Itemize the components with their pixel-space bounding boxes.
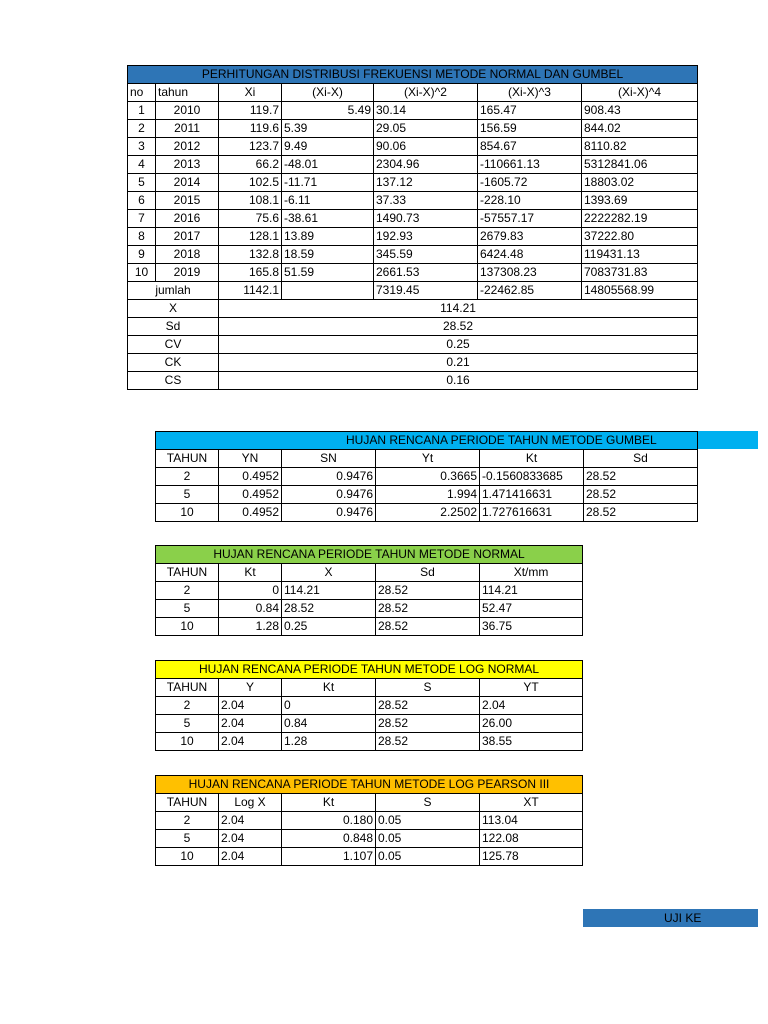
table-row bbox=[156, 486, 698, 504]
cell: 0.9476 bbox=[282, 486, 376, 504]
col-header: Xt/mm bbox=[480, 564, 583, 582]
cell: 2.04 bbox=[219, 812, 282, 830]
cell: 1.28 bbox=[282, 733, 376, 751]
col-header: TAHUN bbox=[156, 794, 219, 812]
cell: 28.52 bbox=[584, 504, 698, 522]
cell: 2.04 bbox=[219, 848, 282, 866]
col-header: XT bbox=[480, 794, 583, 812]
table-row bbox=[128, 264, 698, 282]
cell: 6 bbox=[128, 192, 156, 210]
table-row bbox=[156, 715, 583, 733]
cell: 52.47 bbox=[480, 600, 583, 618]
cell: 28.52 bbox=[376, 600, 480, 618]
table-row bbox=[156, 848, 583, 866]
cell: 2012 bbox=[156, 138, 219, 156]
cell: 2222282.19 bbox=[582, 210, 698, 228]
cell: 128.1 bbox=[219, 228, 282, 246]
col-header: S bbox=[376, 794, 480, 812]
cell: -11.71 bbox=[282, 174, 374, 192]
cell: 8 bbox=[128, 228, 156, 246]
cell: -0.1560833685 bbox=[480, 468, 584, 486]
cell: 2010 bbox=[156, 102, 219, 120]
stat-label: CS bbox=[128, 372, 219, 390]
cell: 2.04 bbox=[219, 733, 282, 751]
cell: 9.49 bbox=[282, 138, 374, 156]
cell: 123.7 bbox=[219, 138, 282, 156]
table-row bbox=[156, 600, 583, 618]
cell: 37.33 bbox=[374, 192, 478, 210]
stat-label: CV bbox=[128, 336, 219, 354]
stat-value: 0.25 bbox=[219, 336, 698, 354]
cell: 1.28 bbox=[219, 618, 282, 636]
stat-value: 0.21 bbox=[219, 354, 698, 372]
stat-row bbox=[128, 300, 698, 318]
cell: 156.59 bbox=[478, 120, 582, 138]
cell: 51.59 bbox=[282, 264, 374, 282]
cell: 3 bbox=[128, 138, 156, 156]
gumbel-title: HUJAN RENCANA PERIODE TAHUN METODE GUMBEL bbox=[156, 432, 698, 450]
cell: 26.00 bbox=[480, 715, 583, 733]
header-row bbox=[156, 794, 583, 812]
cell: 1.727616631 bbox=[480, 504, 584, 522]
cell: 908.43 bbox=[582, 102, 698, 120]
cell: 0.4952 bbox=[219, 504, 282, 522]
col-header: Kt bbox=[480, 450, 584, 468]
col-header: (Xi-X)^3 bbox=[478, 84, 582, 102]
cell: 2015 bbox=[156, 192, 219, 210]
col-header: Xi bbox=[219, 84, 282, 102]
stat-row bbox=[128, 318, 698, 336]
table-row bbox=[156, 582, 583, 600]
cell: 5 bbox=[156, 715, 219, 733]
cell: -57557.17 bbox=[478, 210, 582, 228]
table-row bbox=[128, 192, 698, 210]
cell: 0.3665 bbox=[376, 468, 480, 486]
cell: 165.8 bbox=[219, 264, 282, 282]
cell: 37222.80 bbox=[582, 228, 698, 246]
cell: 90.06 bbox=[374, 138, 478, 156]
cell: 5.49 bbox=[282, 102, 374, 120]
cell: 132.8 bbox=[219, 246, 282, 264]
col-header: (Xi-X) bbox=[282, 84, 374, 102]
cell: 2016 bbox=[156, 210, 219, 228]
table-row bbox=[156, 733, 583, 751]
cell: 28.52 bbox=[584, 486, 698, 504]
col-header: tahun bbox=[156, 84, 219, 102]
cell: 13.89 bbox=[282, 228, 374, 246]
table-row bbox=[128, 120, 698, 138]
cell: 28.52 bbox=[376, 582, 480, 600]
cell: 0.05 bbox=[376, 848, 480, 866]
cell: 125.78 bbox=[480, 848, 583, 866]
cell: 119431.13 bbox=[582, 246, 698, 264]
cell: 5312841.06 bbox=[582, 156, 698, 174]
cell: 0.180 bbox=[282, 812, 376, 830]
cell: 28.52 bbox=[584, 468, 698, 486]
cell: 75.6 bbox=[219, 210, 282, 228]
table-row bbox=[128, 156, 698, 174]
cell: 2661.53 bbox=[374, 264, 478, 282]
uji-label: UJI KE bbox=[664, 911, 702, 925]
cell: 2304.96 bbox=[374, 156, 478, 174]
cell: 0 bbox=[219, 582, 282, 600]
cell: 28.52 bbox=[376, 697, 480, 715]
cell: 7083731.83 bbox=[582, 264, 698, 282]
cell: -6.11 bbox=[282, 192, 374, 210]
stat-row bbox=[128, 372, 698, 390]
cell: 18803.02 bbox=[582, 174, 698, 192]
table-row bbox=[128, 102, 698, 120]
cell: 29.05 bbox=[374, 120, 478, 138]
sum-label: jumlah bbox=[128, 282, 219, 300]
lognormal-table bbox=[155, 660, 583, 751]
cell: 1.471416631 bbox=[480, 486, 584, 504]
col-header: TAHUN bbox=[156, 564, 219, 582]
cell: 0.9476 bbox=[282, 504, 376, 522]
cell: 165.47 bbox=[478, 102, 582, 120]
cell: 0.05 bbox=[376, 830, 480, 848]
table-row bbox=[156, 468, 698, 486]
cell: 28.52 bbox=[376, 618, 480, 636]
col-header: YN bbox=[219, 450, 282, 468]
table-row bbox=[128, 228, 698, 246]
cell: 2019 bbox=[156, 264, 219, 282]
cell: 28.52 bbox=[376, 715, 480, 733]
table-row bbox=[128, 174, 698, 192]
table-row bbox=[156, 504, 698, 522]
distribution-title: PERHITUNGAN DISTRIBUSI FREKUENSI METODE NORMAL DAN GUMBEL bbox=[128, 66, 698, 84]
cell: 10 bbox=[128, 264, 156, 282]
cell: -110661.13 bbox=[478, 156, 582, 174]
col-header: no bbox=[128, 84, 156, 102]
cell: 2013 bbox=[156, 156, 219, 174]
cell: 2 bbox=[156, 812, 219, 830]
gumbel-header-extension bbox=[697, 431, 758, 449]
col-header: Sd bbox=[584, 450, 698, 468]
cell: 119.7 bbox=[219, 102, 282, 120]
cell: 1490.73 bbox=[374, 210, 478, 228]
stat-label: CK bbox=[128, 354, 219, 372]
cell: 0 bbox=[282, 697, 376, 715]
table-row bbox=[156, 812, 583, 830]
cell: 2.04 bbox=[219, 697, 282, 715]
cell: 0.05 bbox=[376, 812, 480, 830]
col-header: X bbox=[282, 564, 376, 582]
cell: 113.04 bbox=[480, 812, 583, 830]
distribution-table bbox=[127, 65, 698, 390]
col-header: TAHUN bbox=[156, 450, 219, 468]
sum-row bbox=[128, 282, 698, 300]
cell: 137308.23 bbox=[478, 264, 582, 282]
cell: 5 bbox=[128, 174, 156, 192]
cell: 0.4952 bbox=[219, 468, 282, 486]
col-header: Y bbox=[219, 679, 282, 697]
col-header: S bbox=[376, 679, 480, 697]
col-header: Kt bbox=[282, 679, 376, 697]
col-header: Kt bbox=[219, 564, 282, 582]
col-header: Log X bbox=[219, 794, 282, 812]
col-header: Sd bbox=[376, 564, 480, 582]
cell: -48.01 bbox=[282, 156, 374, 174]
cell: 2.2502 bbox=[376, 504, 480, 522]
cell: 0.848 bbox=[282, 830, 376, 848]
cell: 119.6 bbox=[219, 120, 282, 138]
cell: 9 bbox=[128, 246, 156, 264]
cell: -1605.72 bbox=[478, 174, 582, 192]
sum-sq: 7319.45 bbox=[374, 282, 478, 300]
cell: 10 bbox=[156, 733, 219, 751]
cell: 30.14 bbox=[374, 102, 478, 120]
cell: 108.1 bbox=[219, 192, 282, 210]
col-header: (Xi-X)^4 bbox=[582, 84, 698, 102]
stat-label: X bbox=[128, 300, 219, 318]
cell: 1.994 bbox=[376, 486, 480, 504]
cell: 2 bbox=[156, 582, 219, 600]
cell: 2 bbox=[128, 120, 156, 138]
cell: 102.5 bbox=[219, 174, 282, 192]
cell: 114.21 bbox=[282, 582, 376, 600]
cell: 10 bbox=[156, 504, 219, 522]
cell: 5 bbox=[156, 486, 219, 504]
gumbel-table bbox=[155, 431, 698, 522]
sum-xi: 1142.1 bbox=[219, 282, 282, 300]
cell: 1.107 bbox=[282, 848, 376, 866]
cell: 2018 bbox=[156, 246, 219, 264]
cell: 28.52 bbox=[376, 733, 480, 751]
cell: 0.9476 bbox=[282, 468, 376, 486]
logpearson-table bbox=[155, 775, 583, 866]
stat-value: 0.16 bbox=[219, 372, 698, 390]
cell: 6424.48 bbox=[478, 246, 582, 264]
col-header: Yt bbox=[376, 450, 480, 468]
cell: 844.02 bbox=[582, 120, 698, 138]
cell: 122.08 bbox=[480, 830, 583, 848]
cell: 854.67 bbox=[478, 138, 582, 156]
cell: 2 bbox=[156, 468, 219, 486]
cell: 8110.82 bbox=[582, 138, 698, 156]
cell: 2 bbox=[156, 697, 219, 715]
cell: 66.2 bbox=[219, 156, 282, 174]
table-row bbox=[128, 246, 698, 264]
col-header: SN bbox=[282, 450, 376, 468]
cell: 2011 bbox=[156, 120, 219, 138]
cell: 28.52 bbox=[282, 600, 376, 618]
header-row bbox=[128, 84, 698, 102]
cell: 1393.69 bbox=[582, 192, 698, 210]
table-row bbox=[156, 697, 583, 715]
cell: 2.04 bbox=[480, 697, 583, 715]
col-header: YT bbox=[480, 679, 583, 697]
sum-dev bbox=[282, 282, 374, 300]
table-row bbox=[128, 138, 698, 156]
col-header: Kt bbox=[282, 794, 376, 812]
stat-value: 28.52 bbox=[219, 318, 698, 336]
table-row bbox=[128, 210, 698, 228]
sum-cube: -22462.85 bbox=[478, 282, 582, 300]
cell: 5 bbox=[156, 600, 219, 618]
cell: 10 bbox=[156, 848, 219, 866]
header-row bbox=[156, 564, 583, 582]
cell: 0.25 bbox=[282, 618, 376, 636]
cell: 2.04 bbox=[219, 715, 282, 733]
cell: 4 bbox=[128, 156, 156, 174]
normal-title: HUJAN RENCANA PERIODE TAHUN METODE NORMAL bbox=[156, 546, 583, 564]
stat-row bbox=[128, 354, 698, 372]
cell: 345.59 bbox=[374, 246, 478, 264]
header-row bbox=[156, 450, 698, 468]
cell: 5 bbox=[156, 830, 219, 848]
cell: 2014 bbox=[156, 174, 219, 192]
cell: 137.12 bbox=[374, 174, 478, 192]
table-row bbox=[156, 830, 583, 848]
header-row bbox=[156, 679, 583, 697]
col-header: TAHUN bbox=[156, 679, 219, 697]
cell: 1 bbox=[128, 102, 156, 120]
cell: 36.75 bbox=[480, 618, 583, 636]
cell: 0.84 bbox=[219, 600, 282, 618]
stat-row bbox=[128, 336, 698, 354]
cell: 7 bbox=[128, 210, 156, 228]
sum-quad: 14805568.99 bbox=[582, 282, 698, 300]
logpearson-title: HUJAN RENCANA PERIODE TAHUN METODE LOG PEARSON III bbox=[156, 776, 583, 794]
cell: 18.59 bbox=[282, 246, 374, 264]
cell: 192.93 bbox=[374, 228, 478, 246]
cell: -38.61 bbox=[282, 210, 374, 228]
cell: 2.04 bbox=[219, 830, 282, 848]
cell: 2679.83 bbox=[478, 228, 582, 246]
table-row bbox=[156, 618, 583, 636]
stat-label: Sd bbox=[128, 318, 219, 336]
normal-table bbox=[155, 545, 583, 636]
cell: 114.21 bbox=[480, 582, 583, 600]
cell: -228.10 bbox=[478, 192, 582, 210]
col-header: (Xi-X)^2 bbox=[374, 84, 478, 102]
lognormal-title: HUJAN RENCANA PERIODE TAHUN METODE LOG NORMAL bbox=[156, 661, 583, 679]
cell: 38.55 bbox=[480, 733, 583, 751]
cell: 5.39 bbox=[282, 120, 374, 138]
cell: 10 bbox=[156, 618, 219, 636]
cell: 2017 bbox=[156, 228, 219, 246]
cell: 0.84 bbox=[282, 715, 376, 733]
stat-value: 114.21 bbox=[219, 300, 698, 318]
cell: 0.4952 bbox=[219, 486, 282, 504]
